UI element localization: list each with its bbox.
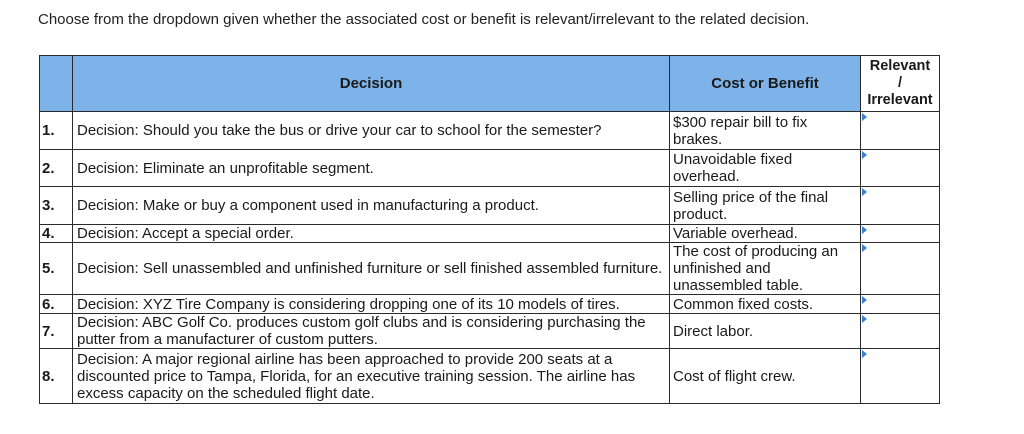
table-row [40, 314, 940, 349]
decision-cell: Decision: ABC Golf Co. produces custom golf clubs and is considering purchasing the putter from a manufacturer of custom putters. [73, 314, 670, 349]
relevance-dropdown[interactable] [861, 150, 939, 186]
relevance-cell [861, 349, 940, 404]
relevance-dropdown[interactable] [861, 112, 939, 149]
relevance-cell [861, 187, 940, 225]
dropdown-marker-icon[interactable] [862, 296, 867, 304]
dropdown-marker-icon[interactable] [862, 188, 867, 196]
decision-cell: Decision: Make or buy a component used in manufacturing a product. [73, 187, 670, 225]
relevance-dropdown[interactable] [861, 225, 939, 242]
decision-cell: Decision: Should you take the bus or drive your car to school for the semester? [73, 112, 670, 150]
cost-or-benefit-cell: Cost of flight crew. [670, 349, 861, 404]
relevance-cell [861, 314, 940, 349]
dropdown-marker-icon[interactable] [862, 350, 867, 358]
decision-cell: Decision: A major regional airline has been approached to provide 200 seats at a discounted price to Tampa, Florida, for an executive training session. The airline has excess capacity on the scheduled flight date. [73, 349, 670, 404]
decision-cell: Decision: Accept a special order. [73, 225, 670, 243]
cost-or-benefit-cell: Variable overhead. [670, 225, 861, 243]
cost-or-benefit-cell: Selling price of the final product. [670, 187, 861, 225]
table-row [40, 225, 940, 243]
row-number: 4. [40, 225, 73, 243]
dropdown-marker-icon[interactable] [862, 151, 867, 159]
relevance-dropdown[interactable] [861, 187, 939, 224]
irrelevant-header-line: Irrelevant [867, 92, 933, 108]
table-row [40, 112, 940, 150]
dropdown-marker-icon[interactable] [862, 226, 867, 234]
row-number: 2. [40, 150, 73, 187]
cost-or-benefit-cell: Direct labor. [670, 314, 861, 349]
relevant-header-line: Relevant [869, 58, 931, 74]
relevance-dropdown[interactable] [861, 349, 939, 403]
cost-or-benefit-cell: Common fixed costs. [670, 295, 861, 314]
decision-cell: Decision: Eliminate an unprofitable segment. [73, 150, 670, 187]
relevance-dropdown[interactable] [861, 314, 939, 348]
cost-or-benefit-cell: The cost of producing an unfinished and unassembled table. [670, 243, 861, 295]
relevance-cell [861, 112, 940, 150]
relevance-cell [861, 295, 940, 314]
relevance-cell [861, 243, 940, 295]
cost-or-benefit-header: Cost or Benefit [670, 56, 861, 112]
instructions-text: Choose from the dropdown given whether the associated cost or benefit is relevant/irrelevant to the related decision. [38, 11, 810, 28]
relevance-table [39, 55, 940, 404]
relevance-dropdown[interactable] [861, 243, 939, 294]
decision-cell: Decision: Sell unassembled and unfinished furniture or sell finished assembled furniture. [73, 243, 670, 295]
row-number: 1. [40, 112, 73, 150]
decision-cell: Decision: XYZ Tire Company is considering dropping one of its 10 models of tires. [73, 295, 670, 314]
dropdown-marker-icon[interactable] [862, 244, 867, 252]
cost-or-benefit-cell: Unavoidable fixed overhead. [670, 150, 861, 187]
row-number: 8. [40, 349, 73, 404]
relevance-dropdown[interactable] [861, 295, 939, 313]
relevance-cell [861, 225, 940, 243]
table-row [40, 349, 940, 404]
relevant-irrelevant-header [861, 56, 940, 112]
row-number: 7. [40, 314, 73, 349]
row-number: 5. [40, 243, 73, 295]
table-row [40, 295, 940, 314]
dropdown-marker-icon[interactable] [862, 113, 867, 121]
relevance-cell [861, 150, 940, 187]
table-row [40, 243, 940, 295]
dropdown-marker-icon[interactable] [862, 315, 867, 323]
slash-header-line: / [897, 75, 903, 91]
decision-header: Decision [73, 56, 670, 112]
row-number: 6. [40, 295, 73, 314]
header-row [40, 56, 940, 112]
table-row [40, 150, 940, 187]
table-row [40, 187, 940, 225]
cost-or-benefit-cell: $300 repair bill to fix brakes. [670, 112, 861, 150]
number-header [40, 56, 73, 112]
row-number: 3. [40, 187, 73, 225]
